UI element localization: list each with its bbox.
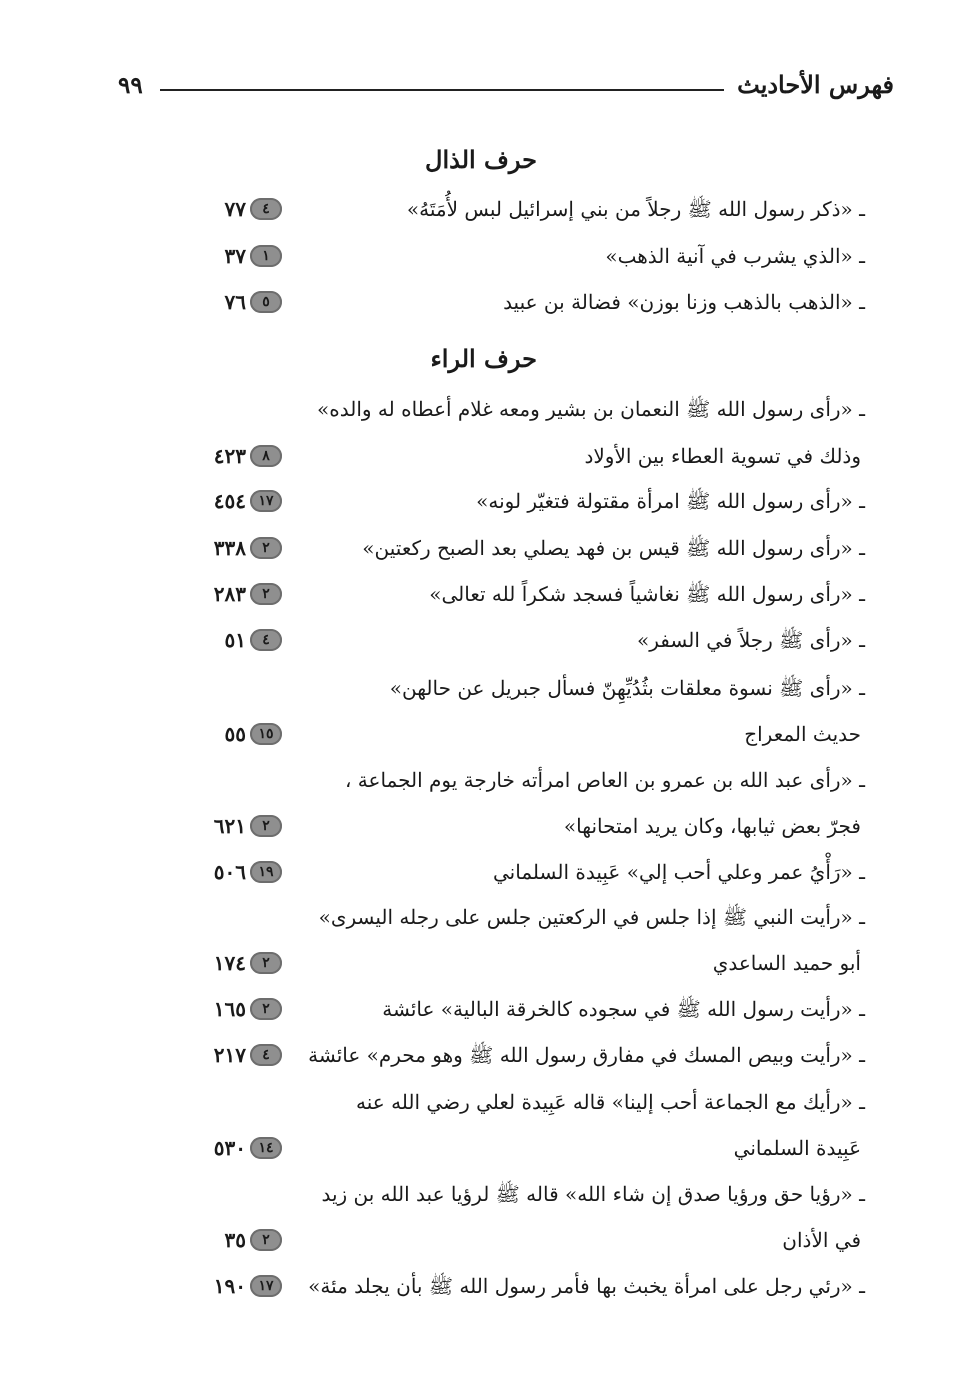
ref-page: ٤٥٤ — [213, 489, 246, 513]
entry-reference — [172, 486, 282, 516]
entry-line: ـ «رأى ﷺ نسوة معلقات بثُدُيِّهِنّ فسأل جبريل عن حالهن» — [389, 676, 865, 700]
volume-badge: ٢ — [250, 998, 282, 1020]
section-heading: حرف الذال — [425, 145, 537, 174]
ref-page: ٢٨٣ — [213, 582, 246, 606]
volume-badge: ٥ — [250, 291, 282, 313]
volume-badge: ١٤ — [250, 1137, 282, 1159]
entry-reference — [172, 1225, 282, 1255]
entry-reference — [172, 1271, 282, 1301]
ref-page: ١٧٤ — [213, 951, 246, 975]
volume-badge: ٢ — [250, 537, 282, 559]
volume-badge: ١٥ — [250, 723, 282, 745]
ref-page: ٥٣٠ — [213, 1136, 246, 1160]
volume-badge: ٤ — [250, 198, 282, 220]
entry-line: ـ «رَأْيُ عمر وعلي أحب إلي» عَبِيدة السلماني — [493, 860, 865, 884]
ref-page: ٥٥ — [224, 722, 246, 746]
entry-reference — [172, 811, 282, 841]
entry-line: ـ «رأيت النبي ﷺ إذا جلس في الركعتين جلس على رجله اليسرى» — [318, 905, 865, 929]
ref-page: ٧٦ — [224, 290, 246, 314]
entry-line: ـ «رأى رسول الله ﷺ قيس بن فهد يصلي بعد الصبح ركعتين» — [362, 536, 865, 560]
entry-reference — [172, 948, 282, 978]
entry-line: ـ «ذكر رسول الله ﷺ رجلاً من بني إسرائيل لبس لأُمَتَهُ» — [406, 197, 865, 221]
volume-badge: ١٧ — [250, 490, 282, 512]
entry-continuation: حديث المعراج — [744, 722, 861, 746]
ref-page: ٣٥ — [224, 1228, 246, 1252]
entry-reference — [172, 441, 282, 471]
entry-line: ـ «رأيك مع الجماعة أحب إلينا» قاله عَبِيدة لعلي رضي الله عنه — [356, 1090, 865, 1114]
entry-reference — [172, 194, 282, 224]
entry-reference — [172, 857, 282, 887]
entry-line: ـ «رئي رجل على امرأة يخبث بها فأمر رسول الله ﷺ بأن يجلد مئة» — [308, 1274, 865, 1298]
volume-badge: ١ — [250, 245, 282, 267]
volume-badge: ٨ — [250, 445, 282, 467]
header-title: فهرس الأحاديث — [737, 70, 894, 99]
entry-reference — [172, 1133, 282, 1163]
entry-line: ـ «رأى رسول الله ﷺ النعمان بن بشير ومعه غلام أعطاه له والده» — [317, 397, 865, 421]
entry-reference — [172, 241, 282, 271]
running-header — [118, 70, 894, 106]
ref-page: ٣٧ — [224, 244, 246, 268]
entry-continuation: في الأذان — [782, 1228, 861, 1252]
entry-reference — [172, 994, 282, 1024]
entry-line: ـ «رؤيا حق ورؤيا صدق إن شاء الله» قاله ﷺ لرؤيا عبد الله بن زيد — [321, 1182, 865, 1206]
volume-badge: ١٧ — [250, 1275, 282, 1297]
entry-line: ـ «رأى رسول الله ﷺ امرأة مقتولة فتغيّر لونه» — [476, 489, 865, 513]
entry-line: ـ «رأى ﷺ رجلاً في السفر» — [637, 628, 865, 652]
header-rule — [160, 89, 724, 91]
entry-continuation: فجرّ بعض ثيابها، وكان يريد امتحانها» — [563, 814, 861, 838]
entry-continuation: وذلك في تسوية العطاء بين الأولاد — [584, 444, 861, 468]
volume-badge: ٢ — [250, 952, 282, 974]
section-heading: حرف الراء — [430, 344, 537, 373]
volume-badge: ١٩ — [250, 861, 282, 883]
entry-line: ـ «رأى عبد الله بن عمرو بن العاص امرأته خارجة يوم الجماعة ، — [344, 768, 865, 792]
entry-line: ـ «رأيت وبيص المسك في مفارق رسول الله ﷺ وهو محرم» عائشة — [308, 1043, 865, 1067]
entry-reference — [172, 533, 282, 563]
volume-badge: ٢ — [250, 583, 282, 605]
entry-continuation: أبو حميد الساعدي — [712, 951, 861, 975]
entry-line: ـ «الذي يشرب في آنية الذهب» — [605, 244, 865, 268]
ref-page: ٥١ — [224, 628, 246, 652]
page-number: ٩٩ — [118, 72, 143, 99]
ref-page: ٢١٧ — [213, 1043, 246, 1067]
ref-page: ٧٧ — [224, 197, 246, 221]
entry-reference — [172, 579, 282, 609]
entry-reference — [172, 719, 282, 749]
ref-page: ٥٠٦ — [213, 860, 246, 884]
volume-badge: ٤ — [250, 1044, 282, 1066]
entry-line: ـ «رأى رسول الله ﷺ نغاشياً فسجد شكراً لله تعالى» — [429, 582, 865, 606]
entry-reference — [172, 625, 282, 655]
ref-page: ٣٣٨ — [213, 536, 246, 560]
entry-reference — [172, 1040, 282, 1070]
volume-badge: ٢ — [250, 1229, 282, 1251]
entry-line: ـ «الذهب بالذهب وزنا بوزن» فضالة بن عبيد — [503, 290, 865, 314]
entry-continuation: عَبِيدة السلماني — [733, 1136, 861, 1160]
entry-line: ـ «رأيت رسول الله ﷺ في سجوده كالخرقة البالية» عائشة — [382, 997, 865, 1021]
ref-page: ٤٢٣ — [213, 444, 246, 468]
entry-reference — [172, 287, 282, 317]
volume-badge: ٢ — [250, 815, 282, 837]
volume-badge: ٤ — [250, 629, 282, 651]
ref-page: ١٦٥ — [213, 997, 246, 1021]
ref-page: ١٩٠ — [213, 1274, 246, 1298]
ref-page: ٦٢١ — [213, 814, 246, 838]
